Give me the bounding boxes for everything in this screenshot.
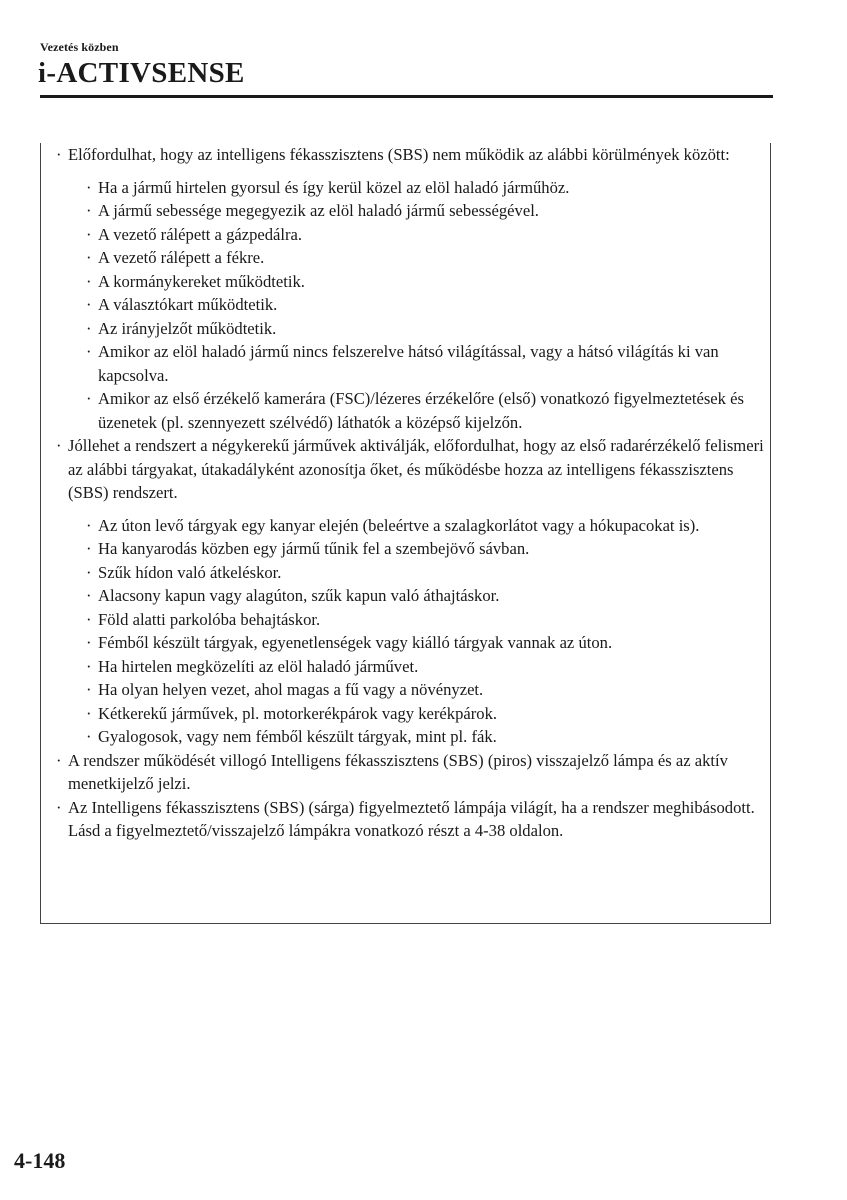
sub-bullet-item	[86, 608, 771, 632]
sub-bullet-text: · A vezető rálépett a fékre.	[98, 246, 771, 270]
sub-bullet-text: · Kétkerekű járművek, pl. motorkerékpárok vagy kerékpárok.	[98, 702, 771, 726]
sub-bullet-item	[86, 387, 771, 434]
sub-bullet-item	[86, 246, 771, 270]
content-area	[56, 143, 771, 843]
sub-bullet-item	[86, 293, 771, 317]
sub-bullet-item	[86, 176, 771, 200]
sub-bullet-text: · A jármű sebessége megegyezik az elöl haladó jármű sebességével.	[98, 199, 771, 223]
page-number: 4-148	[14, 1148, 66, 1173]
sub-bullet-item	[86, 340, 771, 387]
sub-bullet-text: · Szűk hídon való átkeléskor.	[98, 561, 771, 585]
sub-bullet-item	[86, 725, 771, 749]
sub-bullet-text: · Föld alatti parkolóba behajtáskor.	[98, 608, 771, 632]
sub-bullet-item	[86, 655, 771, 679]
sub-bullet-text: · Az irányjelzőt működtetik.	[98, 317, 771, 341]
bullet-text: · Előfordulhat, hogy az intelligens fékasszisztens (SBS) nem működik az alábbi körülmények között:	[68, 143, 771, 167]
sub-bullet-list	[86, 176, 771, 435]
sub-bullet-item	[86, 537, 771, 561]
bullet-text: · Az Intelligens fékasszisztens (SBS) (sárga) figyelmeztető lámpája világít, ha a rendszer meghibásodott. Lásd a figyelmeztető/visszajelző lámpákra vonatkozó részt a 4-38 oldalon.	[68, 796, 771, 843]
bullet-item	[56, 749, 771, 796]
sub-bullet-text: · Ha a jármű hirtelen gyorsul és így kerül közel az elöl haladó járműhöz.	[98, 176, 771, 200]
main-bullet-list	[56, 143, 771, 843]
sub-bullet-text: · Amikor az első érzékelő kamerára (FSC)/lézeres érzékelőre (első) vonatkozó figyelmeztetések és üzenetek (pl. szennyezett szélvédő) láthatók a középső kijelzőn.	[98, 387, 771, 434]
section-label: Vezetés közben	[40, 40, 119, 54]
bullet-item	[56, 796, 771, 843]
sub-bullet-item	[86, 270, 771, 294]
bullet-text: · A rendszer működését villogó Intelligens fékasszisztens (SBS) (piros) visszajelző lámpa és az aktív menetkijelző jelzi.	[68, 749, 771, 796]
bullet-item	[56, 434, 771, 749]
title-rule	[40, 95, 773, 98]
sub-bullet-item	[86, 199, 771, 223]
sub-bullet-item	[86, 678, 771, 702]
sub-bullet-text: · Gyalogosok, vagy nem fémből készült tárgyak, mint pl. fák.	[98, 725, 771, 749]
sub-bullet-text: · A kormánykereket működtetik.	[98, 270, 771, 294]
sub-bullet-text: · Fémből készült tárgyak, egyenetlenségek vagy kiálló tárgyak vannak az úton.	[98, 631, 771, 655]
sub-bullet-text: · Amikor az elöl haladó jármű nincs felszerelve hátsó világítással, vagy a hátsó világítás ki van kapcsolva.	[98, 340, 771, 387]
bullet-item	[56, 143, 771, 434]
sub-bullet-item	[86, 561, 771, 585]
sub-bullet-item	[86, 223, 771, 247]
sub-bullet-text: · Ha olyan helyen vezet, ahol magas a fű vagy a növényzet.	[98, 678, 771, 702]
sub-bullet-text: · Ha kanyarodás közben egy jármű tűnik fel a szembejövő sávban.	[98, 537, 771, 561]
sub-bullet-text: · Az úton levő tárgyak egy kanyar elején (beleértve a szalagkorlátot vagy a hókupacokat is).	[98, 514, 771, 538]
bullet-text: · Jóllehet a rendszert a négykerekű járművek aktiválják, előfordulhat, hogy az első radarérzékelő felismeri az alábbi tárgyakat, útakadályként azonosítja őket, és működésbe hozza az intelligens fékasszisztens (SBS) rendszert.	[68, 434, 771, 505]
sub-bullet-text: · Ha hirtelen megközelíti az elöl haladó járművet.	[98, 655, 771, 679]
sub-bullet-item	[86, 584, 771, 608]
sub-bullet-list	[86, 514, 771, 749]
chapter-title: i-ACTIVSENSE	[38, 57, 245, 89]
sub-bullet-text: · Alacsony kapun vagy alagúton, szűk kapun való áthajtáskor.	[98, 584, 771, 608]
sub-bullet-item	[86, 702, 771, 726]
sub-bullet-item	[86, 514, 771, 538]
sub-bullet-text: · A vezető rálépett a gázpedálra.	[98, 223, 771, 247]
sub-bullet-text: · A választókart működtetik.	[98, 293, 771, 317]
sub-bullet-item	[86, 317, 771, 341]
sub-bullet-item	[86, 631, 771, 655]
